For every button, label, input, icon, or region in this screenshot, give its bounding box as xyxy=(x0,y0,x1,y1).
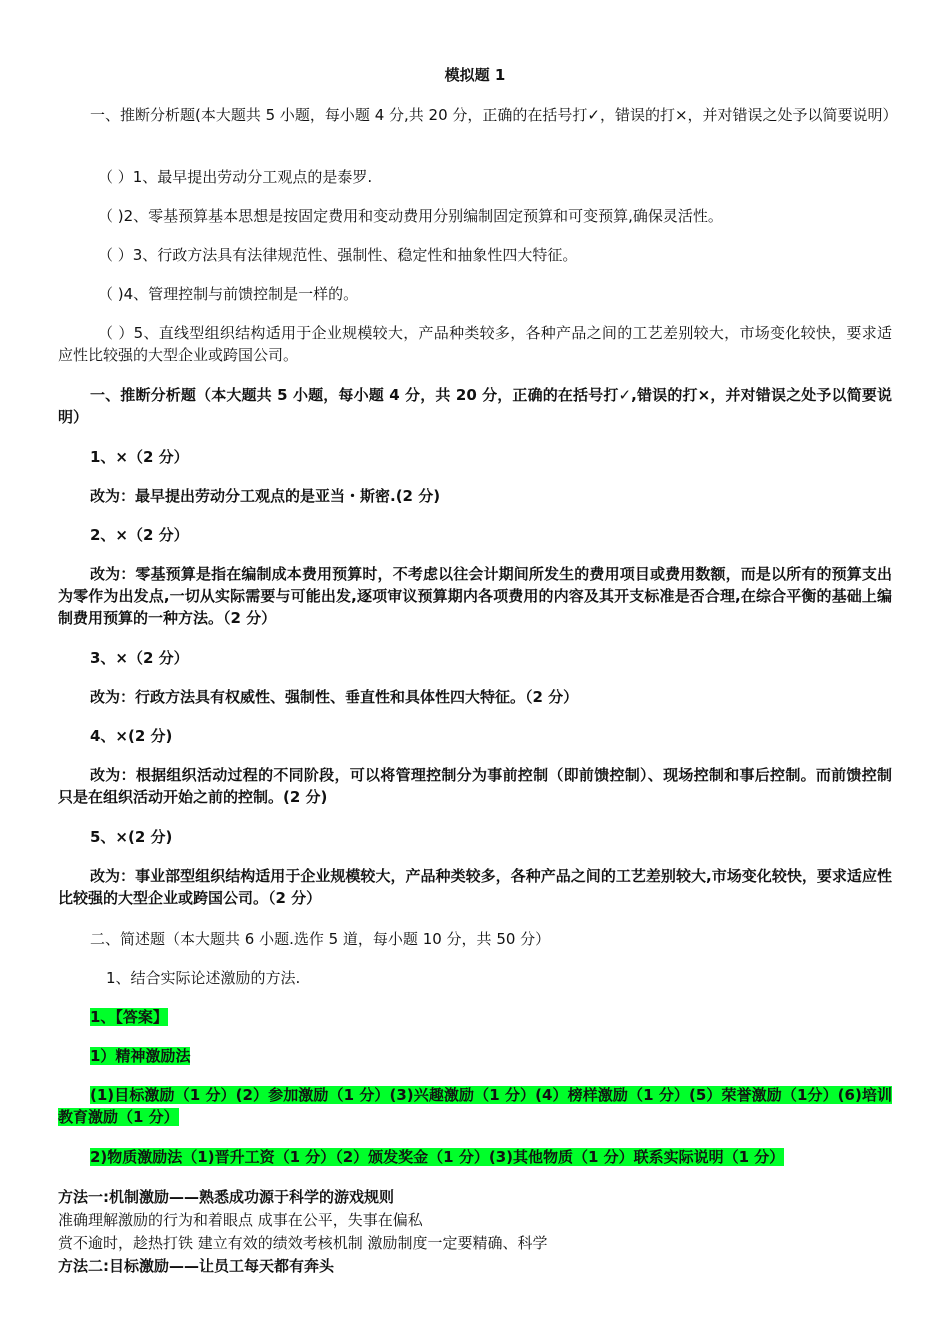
spiritual-incentive-detail xyxy=(58,1084,892,1128)
answer-3-fix: 改为：行政方法具有权威性、强制性、垂直性和具体性四大特征。（2 分） xyxy=(90,688,579,706)
answer-4-fix: 改为：根据组织活动过程的不同阶段，可以将管理控制分为事前控制（即前馈控制）、现场控制和事后控制。而前馈控制只是在组织活动开始之前的控制。(2 分) xyxy=(58,766,892,806)
spiritual-incentive-heading xyxy=(58,1045,892,1067)
answer-3: 3、×（2 分） xyxy=(90,649,189,667)
answer-1: 1、×（2 分） xyxy=(90,448,189,466)
highlighted-text: 1、【答案】 xyxy=(90,1008,168,1026)
question-2: （ )2、零基预算基本思想是按固定费用和变动费用分别编制固定预算和可变预算,确保灵活性。 xyxy=(98,207,723,225)
answer-section-header: 一、推断分析题（本大题共 5 小题，每小题 4 分，共 20 分，正确的在括号打✓,错误的打×，并对错误之处予以简要说明） xyxy=(58,386,892,426)
short-answer-label xyxy=(58,1006,892,1028)
answer-1-fix: 改为：最早提出劳动分工观点的是亚当・斯密.(2 分) xyxy=(90,487,441,505)
question-4: （ )4、管理控制与前馈控制是一样的。 xyxy=(98,285,359,303)
section2-header: 二、简述题（本大题共 6 小题.选作 5 道，每小题 10 分，共 50 分） xyxy=(90,930,551,948)
answer-4: 4、×(2 分) xyxy=(90,727,173,745)
question-1: （ ）1、最早提出劳动分工观点的是泰罗. xyxy=(98,168,373,186)
method-2-title: 方法二:目标激励——让员工每天都有奔头 xyxy=(58,1257,335,1275)
answer-2: 2、×（2 分） xyxy=(90,526,189,544)
method-1-title: 方法一:机制激励——熟悉成功源于科学的游戏规则 xyxy=(58,1188,395,1206)
short-question-1: 1、结合实际论述激励的方法. xyxy=(106,969,301,987)
method-1-line-2: 赏不逾时，趁热打铁 建立有效的绩效考核机制 激励制度一定要精确、科学 xyxy=(58,1234,548,1252)
answer-5: 5、×(2 分) xyxy=(90,828,173,846)
answer-2-fix: 改为：零基预算是指在编制成本费用预算时，不考虑以往会计期间所发生的费用项目或费用数额，而是以所有的预算支出为零作为出发点,一切从实际需要与可能出发,逐项审议预算期内各项费用的内容及其开支标准是否合理,在综合平衡的基础上编制费用预算的一种方法。（2 分） xyxy=(58,565,892,627)
material-incentive xyxy=(58,1146,892,1168)
highlighted-text: 2)物质激励法（1)晋升工资（1 分）（2）颁发奖金（1 分）(3)其他物质（1 分）联系实际说明（1 分） xyxy=(90,1148,785,1166)
page-title: 模拟题 1 xyxy=(444,66,506,84)
method-1-line-1: 准确理解激励的行为和着眼点 成事在公平，失事在偏私 xyxy=(58,1211,423,1229)
answer-5-fix: 改为：事业部型组织结构适用于企业规模较大，产品种类较多，各种产品之间的工艺差别较大,市场变化较快，要求适应性比较强的大型企业或跨国公司。（2 分） xyxy=(58,867,892,907)
question-5: （ ）5、直线型组织结构适用于企业规模较大，产品种类较多，各种产品之间的工艺差别较大，市场变化较快，要求适应性比较强的大型企业或跨国公司。 xyxy=(58,324,892,364)
section1-header: 一、推断分析题(本大题共 5 小题，每小题 4 分,共 20 分，正确的在括号打✓，错误的打×，并对错误之处予以简要说明） xyxy=(90,106,898,124)
highlighted-text: 1）精神激励法 xyxy=(90,1047,191,1065)
highlighted-text: (1)目标激励（1 分）(2）参加激励（1 分）(3)兴趣激励（1 分）(4）榜样激励（1 分）(5）荣誉激励（1分）(6)培训教育激励（1 分） xyxy=(58,1086,892,1126)
question-3: （ ）3、行政方法具有法律规范性、强制性、稳定性和抽象性四大特征。 xyxy=(98,246,578,264)
